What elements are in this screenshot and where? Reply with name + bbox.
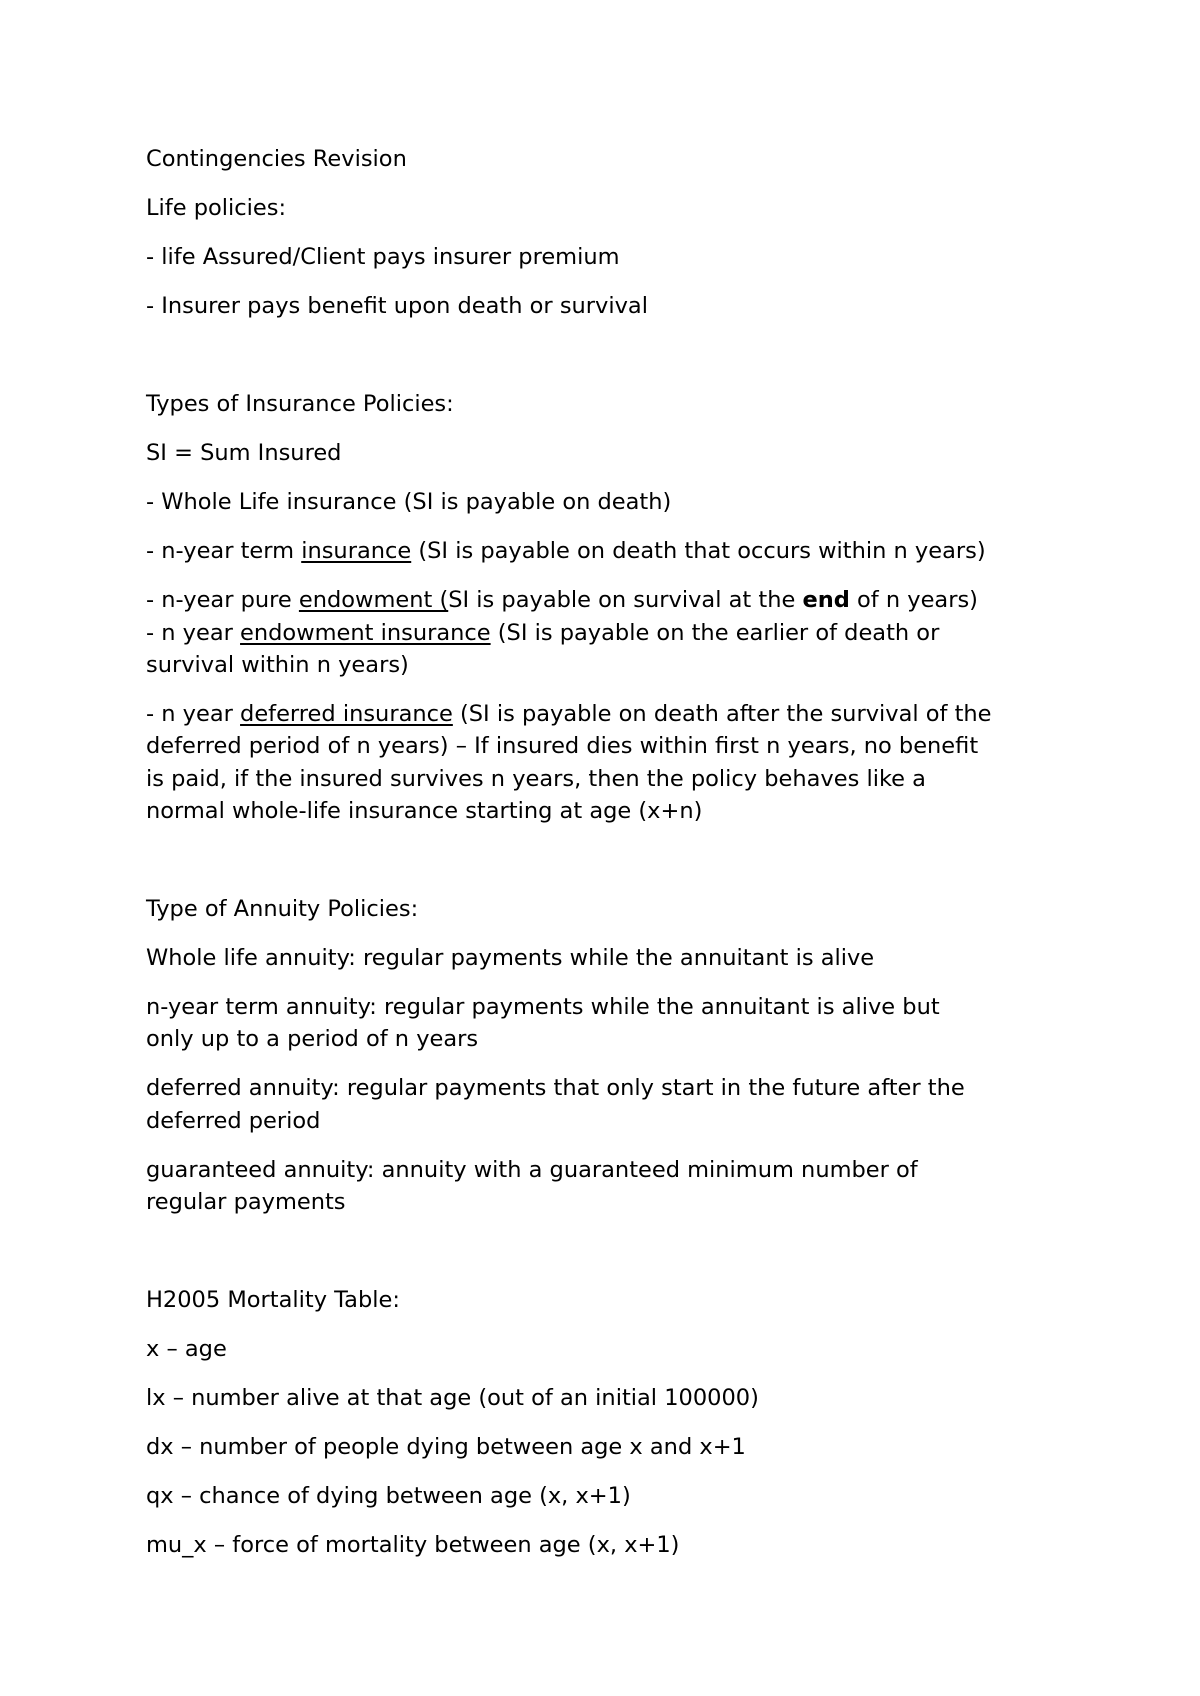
item-prefix: - n year: [146, 620, 241, 646]
item-description: of n years): [849, 587, 978, 613]
sum-insured-definition: SI = Sum Insured: [146, 440, 342, 466]
underlined-term: endowment insurance: [240, 620, 491, 646]
whole-life-insurance-item: - Whole Life insurance (SI is payable on death): [146, 489, 672, 515]
item-prefix: - n-year pure: [146, 587, 299, 613]
deferred-insurance-item: [146, 698, 992, 731]
guaranteed-annuity-continuation: regular payments: [146, 1189, 346, 1215]
underlined-term: deferred insurance: [240, 701, 453, 727]
endowment-insurance-item: [146, 617, 939, 650]
item-description: (SI is payable on death that occurs within n years): [411, 538, 986, 564]
item-description: (SI is payable on the earlier of death or: [490, 620, 940, 646]
term-annuity-continuation: only up to a period of n years: [146, 1026, 479, 1052]
underlined-term: insurance: [301, 538, 412, 564]
document-title: Contingencies Revision: [146, 146, 407, 172]
life-policies-item: - Insurer pays benefit upon death or survival: [146, 293, 648, 319]
deferred-insurance-continuation: is paid, if the insured survives n years, then the policy behaves like a: [146, 766, 926, 792]
deferred-annuity-item: deferred annuity: regular payments that only start in the future after the: [146, 1075, 965, 1101]
annuity-types-heading: Type of Annuity Policies:: [146, 896, 419, 922]
term-annuity-item: n-year term annuity: regular payments while the annuitant is alive but: [146, 994, 940, 1020]
pure-endowment-item: [146, 584, 978, 617]
item-prefix: - n year: [146, 701, 241, 727]
bold-word: end: [802, 587, 850, 613]
guaranteed-annuity-item: guaranteed annuity: annuity with a guaranteed minimum number of: [146, 1157, 918, 1183]
mortality-definition-x: x – age: [146, 1336, 227, 1362]
underlined-term: endowment (: [298, 587, 449, 613]
mortality-definition-dx: dx – number of people dying between age x and x+1: [146, 1434, 746, 1460]
deferred-annuity-continuation: deferred period: [146, 1108, 321, 1134]
life-policies-heading: Life policies:: [146, 195, 287, 221]
item-description: (SI is payable on death after the survival of the: [452, 701, 992, 727]
mortality-definition-mu: mu_x – force of mortality between age (x, x+1): [146, 1532, 680, 1558]
mortality-definition-qx: qx – chance of dying between age (x, x+1): [146, 1483, 631, 1509]
insurance-types-heading: Types of Insurance Policies:: [146, 391, 454, 417]
whole-life-annuity-item: Whole life annuity: regular payments while the annuitant is alive: [146, 945, 875, 971]
item-prefix: - n-year term: [146, 538, 302, 564]
deferred-insurance-continuation: deferred period of n years) – If insured dies within first n years, no benefit: [146, 733, 979, 759]
life-policies-item: - life Assured/Client pays insurer premium: [146, 244, 620, 270]
mortality-table-heading: H2005 Mortality Table:: [146, 1287, 400, 1313]
endowment-insurance-continuation: survival within n years): [146, 652, 409, 678]
item-description: SI is payable on survival at the: [448, 587, 803, 613]
term-insurance-item: [146, 535, 986, 568]
mortality-definition-lx: lx – number alive at that age (out of an initial 100000): [146, 1385, 759, 1411]
deferred-insurance-continuation: normal whole-life insurance starting at age (x+n): [146, 798, 703, 824]
